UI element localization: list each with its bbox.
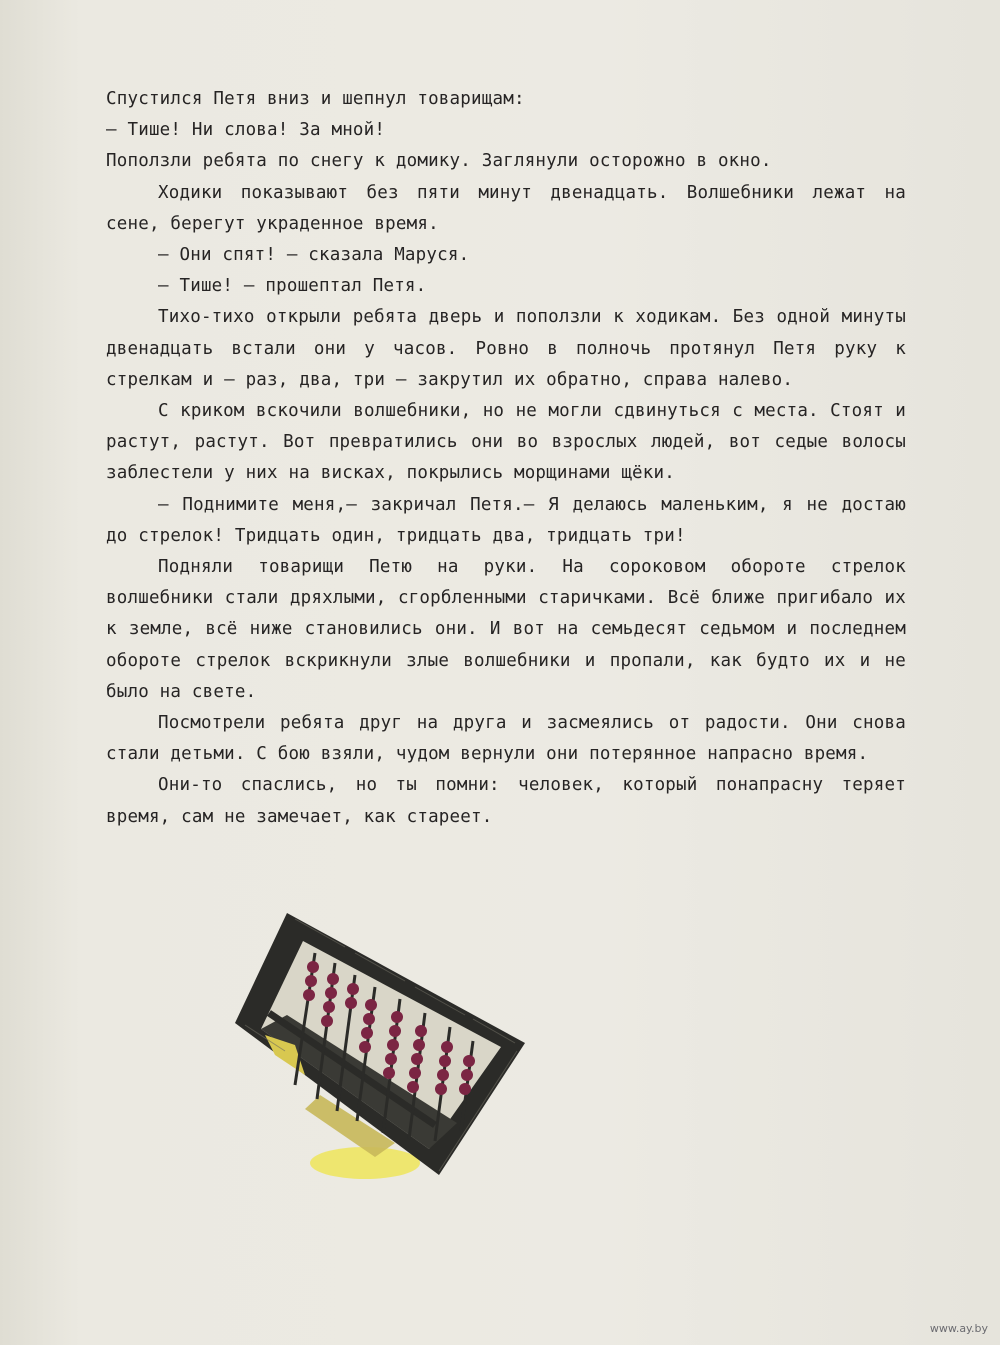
dialog-line: — Тише! Ни слова! За мной! [106,120,386,141]
paragraph: Спустился Петя вниз и шепнул товарищам: [106,89,525,109]
abacus-icon [225,895,545,1185]
paragraph: Подняли товарищи Петю на руки. На сороковом обороте стрелок волшебники стали дряхлыми, сгорбленными старичками. Всё ближе пригибало их к земле, всё ниже становились они. И вот на семьдесят седьмом и последнем обороте стрелок вскрикнули злые волшебники и пропали, как будто их и не было на свете. [106,557,906,702]
dialog-line: — Они спят! — сказала Маруся. [158,245,470,266]
paragraph: С криком вскочили волшебники, но не могли сдвинуться с места. Стоят и растут, растут. Вот превратились они во взрослых людей, вот седые волосы заблестели у них на висках, покрылись морщинами щёки. [106,401,906,484]
paragraph: Тихо-тихо открыли ребята дверь и поползли к ходикам. Без одной минуты двенадцать встали они у часов. Ровно в полночь протянул Петя руку к стрелкам и — раз, два, три — закрутил их обратно, справа налево. [106,307,906,390]
dialog-line: — Поднимите меня,— закричал Петя.— Я делаюсь маленьким, я не достаю до стрелок! Тридцать один, тридцать два, тридцать три! [106,494,906,546]
dialog-line: — Тише! — прошептал Петя. [158,276,427,297]
abacus-illustration [225,895,545,1185]
story-text [106,84,906,833]
paragraph: Поползли ребята по снегу к домику. Заглянули осторожно в окно. [106,151,772,172]
watermark: www.ay.by [929,1322,988,1335]
paragraph: Они-то спаслись, но ты помни: человек, который понапрасну теряет время, сам не замечает, как стареет. [106,775,906,827]
paragraph: Посмотрели ребята друг на друга и засмеялись от радости. Они снова стали детьми. С бою взяли, чудом вернули они потерянное напрасно время. [106,713,906,765]
paragraph: Ходики показывают без пяти минут двенадцать. Волшебники лежат на сене, берегут украденное время. [106,182,906,234]
